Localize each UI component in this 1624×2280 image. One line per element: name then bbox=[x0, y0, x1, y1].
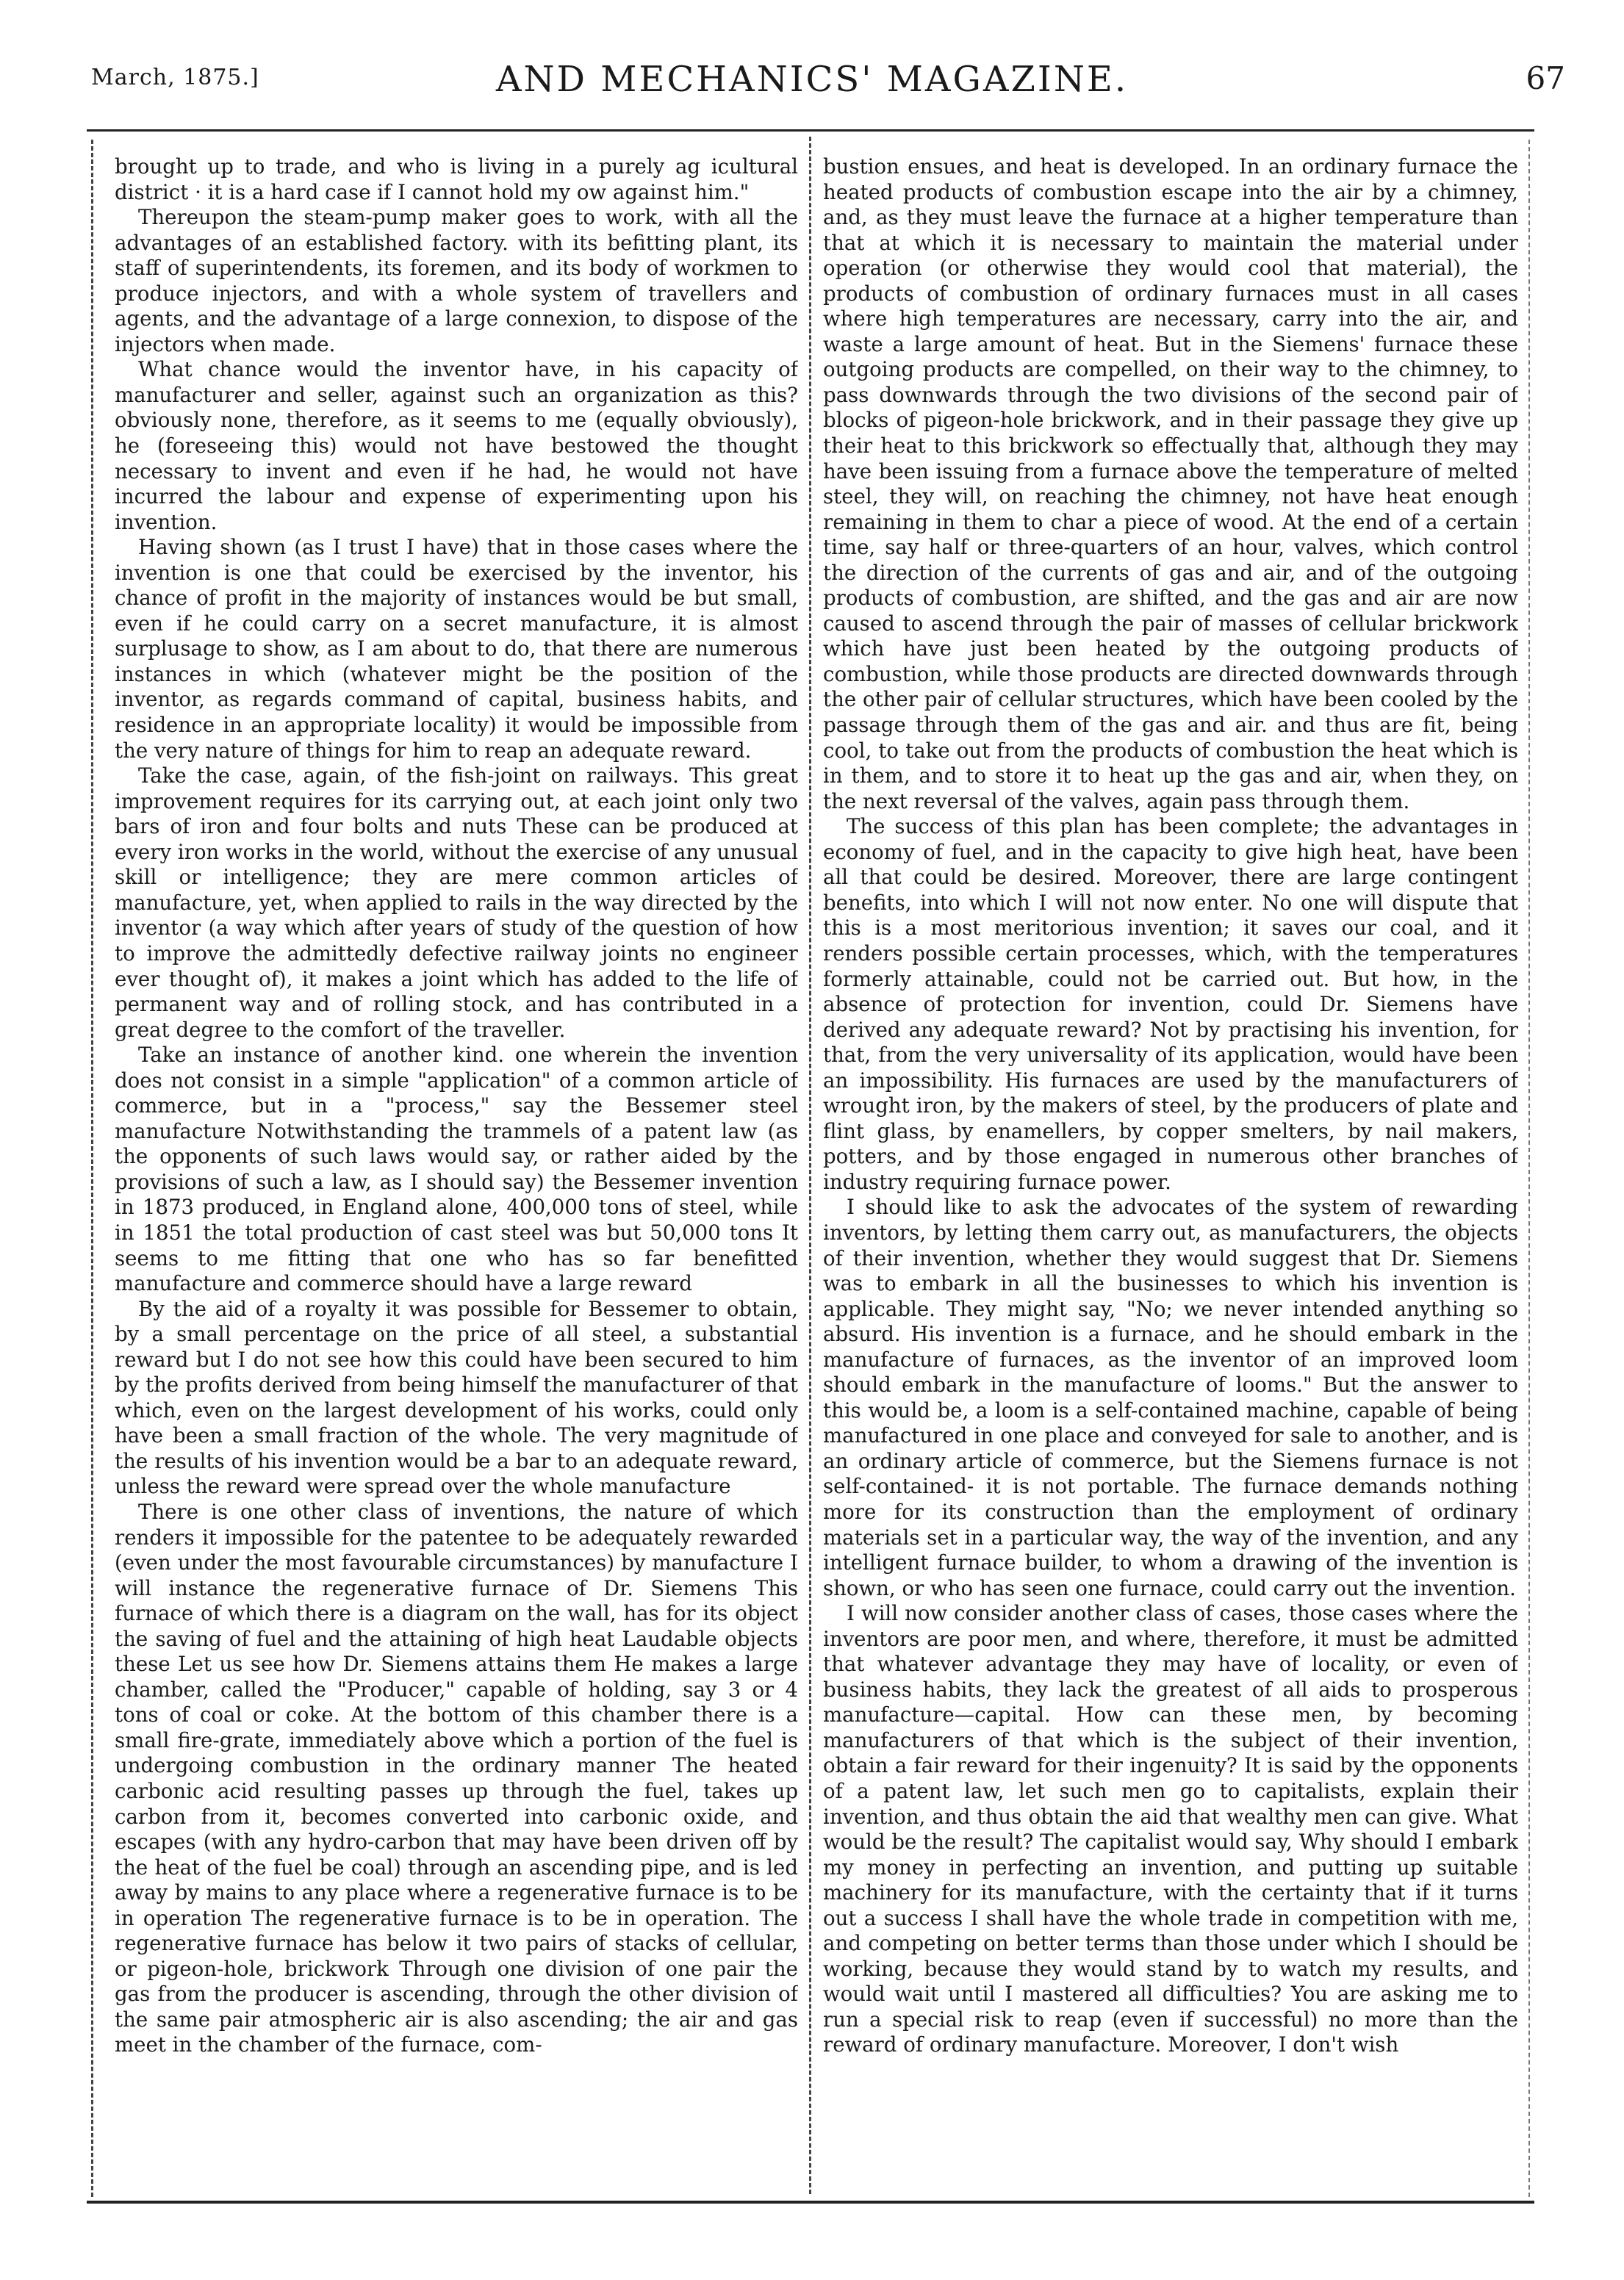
left-column bbox=[115, 154, 798, 2182]
right-margin-rule bbox=[1528, 140, 1530, 2197]
paragraph: Having shown (as I trust I have) that in those cases where the invention is one that could be exercised by the inventor, his chance of profit in the majority of instances would be but small, even if he could carry on a secret manufacture, it is almost surplusage to show, as I am about to do, that there are numerous instances in which (whatever might be the position of the inventor, as regards command of capital, business habits, and residence in an appropriate locality) it would be impossible from the very nature of things for him to reap an adequate reward. bbox=[115, 535, 798, 763]
paragraph: brought up to trade, and who is living in a purely ag icultural district · it is a hard case if I cannot hold my ow against him." bbox=[115, 154, 798, 204]
paragraph: There is one other class of inventions, the nature of which renders it impossible for the patentee to be adequately rewarded (even under the most favourable circumstances) by manufacture I will instance the regenerative furnace of Dr. Siemens This furnace of which there is a diagram on the wall, has for its object the saving of fuel and the attaining of high heat Laudable objects these Let us see how Dr. Siemens attains them He makes a large chamber, called the "Producer," capable of holding, say 3 or 4 tons of coal or coke. At the bottom of this chamber there is a small fire-grate, immediately above which a portion of the fuel is undergoing combustion in the ordinary manner The heated carbonic acid resulting passes up through the fuel, takes up carbon from it, becomes converted into carbonic oxide, and escapes (with any hydro-carbon that may have been driven off by the heat of the fuel be coal) through an ascending pipe, and is led away by mains to any place where a regenerative furnace is to be in operation The regenerative furnace is to be in operation. The regenerative furnace has below it two pairs of stacks of cellular, or pigeon-hole, brickwork Through one division of one pair the gas from the producer is ascending, through the other division of the same pair atmospheric air is also ascending; the air and gas meet in the chamber of the furnace, com- bbox=[115, 1499, 798, 2057]
column-divider bbox=[809, 137, 811, 2194]
right-column bbox=[823, 154, 1518, 2182]
issue-date: March, 1875.] bbox=[91, 65, 259, 90]
paragraph: By the aid of a royalty it was possible for Bessemer to obtain, by a small percentage on the price of all steel, a substantial reward but I do not see how this could have been secured to him by the profits derived from being himself the manufacturer of that which, even on the largest development of his works, could only have been a small fraction of the whole. The very magnitude of the results of his invention would be a bar to an adequate reward, unless the reward were spread over the whole manufacture bbox=[115, 1296, 798, 1499]
page-header bbox=[46, 59, 1578, 123]
paragraph: I should like to ask the advocates of the system of rewarding inventors, by letting them carry out, as manufacturers, the objects of their invention, whether they would suggest that Dr. Siemens was to embark in all the businesses to which his invention is applicable. They might say, "No; we never intended anything so absurd. His invention is a furnace, and he should embark in the manufacture of furnaces, as the inventor of an improved loom should embark in the manufacture of looms." But the answer to this would be, a loom is a self-contained machine, capable of being manufactured in one place and conveyed for sale to another, and is an ordinary article of commerce, but the Siemens furnace is not self-contained- it is not portable. The furnace demands nothing more for its construction than the employment of ordinary materials set in a particular way, the way of the invention, and any intelligent furnace builder, to whom a drawing of the invention is shown, or who has seen one furnace, could carry out the invention. bbox=[823, 1195, 1518, 1600]
paragraph: I will now consider another class of cases, those cases where the inventors are poor men, and where, therefore, it must be admitted that whatever advantage they may have of locality, or even of business habits, they lack the greatest of all aids to prosperous manufacture—capital. How can these men, by becoming manufacturers of that which is the subject of their invention, obtain a fair reward for their ingenuity? It is said by the opponents of a patent law, let such men go to capitalists, explain their invention, and thus obtain the aid that wealthy men can give. What would be the result? The capitalist would say, Why should I embark my money in perfecting an invention, and putting up suitable machinery for its manufacture, with the certainty that if it turns out a success I shall have the whole trade in competition with me, and competing on better terms than those under which I should be working, because they would stand by to watch my results, and would wait until I mastered all difficulties? You are asking me to run a special risk to reap (even if successful) no more than the reward of ordinary manufacture. Moreover, I don't wish bbox=[823, 1601, 1518, 2057]
left-margin-rule bbox=[91, 140, 93, 2197]
paragraph: Take the case, again, of the fish-joint on railways. This great improvement requires for its carrying out, at each joint only two bars of iron and four bolts and nuts These can be produced at every iron works in the world, without the exercise of any unusual skill or intelligence; they are mere common articles of manufacture, yet, when applied to rails in the way directed by the inventor (a way which after years of study of the question of how to improve the admittedly defective railway joints no engineer ever thought of), it makes a joint which has added to the life of permanent way and of rolling stock, and has contributed in a great degree to the comfort of the traveller. bbox=[115, 763, 798, 1042]
page-number: 67 bbox=[1526, 60, 1565, 96]
paragraph: Take an instance of another kind. one wherein the invention does not consist in a simple "application" of a common article of commerce, but in a "process," say the Bessemer steel manufacture Notwithstanding the trammels of a patent law (as the opponents of such laws would say, or rather aided by the provisions of such a law, as I should say) the Bessemer invention in 1873 produced, in England alone, 400,000 tons of steel, while in 1851 the total production of cast steel was but 50,000 tons It seems to me fitting that one who has so far benefitted manufacture and commerce should have a large reward bbox=[115, 1043, 798, 1296]
paragraph: The success of this plan has been complete; the advantages in economy of fuel, and in the capacity to give high heat, have been all that could be desired. Moreover, there are large contingent benefits, into which I will not now enter. No one will dispute that this is a most meritorious invention; it saves our coal, and it renders possible certain processes, which, with the temperatures formerly attainable, could not be carried out. But how, in the absence of protection for invention, could Dr. Siemens have derived any adequate reward? Not by practising his invention, for that, from the very universality of its application, would have been an impossibility. His furnaces are used by the manufacturers of wrought iron, by the makers of steel, by the producers of plate and flint glass, by enamellers, by copper smelters, by nail makers, potters, and by those engaged in numerous other branches of industry requiring furnace power. bbox=[823, 814, 1518, 1194]
running-title: AND MECHANICS' MAGAZINE. bbox=[495, 59, 1129, 100]
paragraph: What chance would the inventor have, in his capacity of manufacturer and seller, against such an organization as this? obviously none, therefore, as it seems to me (equally obviously), he (foreseeing this) would not have bestowed the thought necessary to invent and even if he had, he would not have incurred the labour and expense of experimenting upon his invention. bbox=[115, 357, 798, 534]
paragraph: bustion ensues, and heat is developed. In an ordinary furnace the heated products of combustion escape into the air by a chimney, and, as they must leave the furnace at a higher temperature than that at which it is necessary to maintain the material under operation (or otherwise they would cool that material), the products of combustion of ordinary furnaces must in all cases where high temperatures are necessary, carry into the air, and waste a large amount of heat. But in the Siemens' furnace these outgoing products are compelled, on their way to the chimney, to pass downwards through the two divisions of the second pair of blocks of pigeon-hole brickwork, and in their passage they give up their heat to this brickwork so effectually that, although they may have been issuing from a furnace above the temperature of melted steel, they will, on reaching the chimney, not have heat enough remaining in them to char a piece of wood. At the end of a certain time, say half or three-quarters of an hour, valves, which control the direction of the currents of gas and air, and of the outgoing products of combustion, are shifted, and the gas and air are now caused to ascend through the pair of masses of cellular brickwork which have just been heated by the outgoing products of combustion, while those products are directed downwards through the other pair of cellular structures, which have been cooled by the passage through them of the gas and air. and thus are fit, being cool, to take out from the products of combustion the heat which is in them, and to store it to heat up the gas and air, when they, on the next reversal of the valves, again pass through them. bbox=[823, 154, 1518, 813]
paragraph: Thereupon the steam-pump maker goes to work, with all the advantages of an established factory. with its befitting plant, its staff of superintendents, its foremen, and its body of workmen to produce injectors, and with a whole system of travellers and agents, and the advantage of a large connexion, to dispose of the injectors when made. bbox=[115, 205, 798, 356]
